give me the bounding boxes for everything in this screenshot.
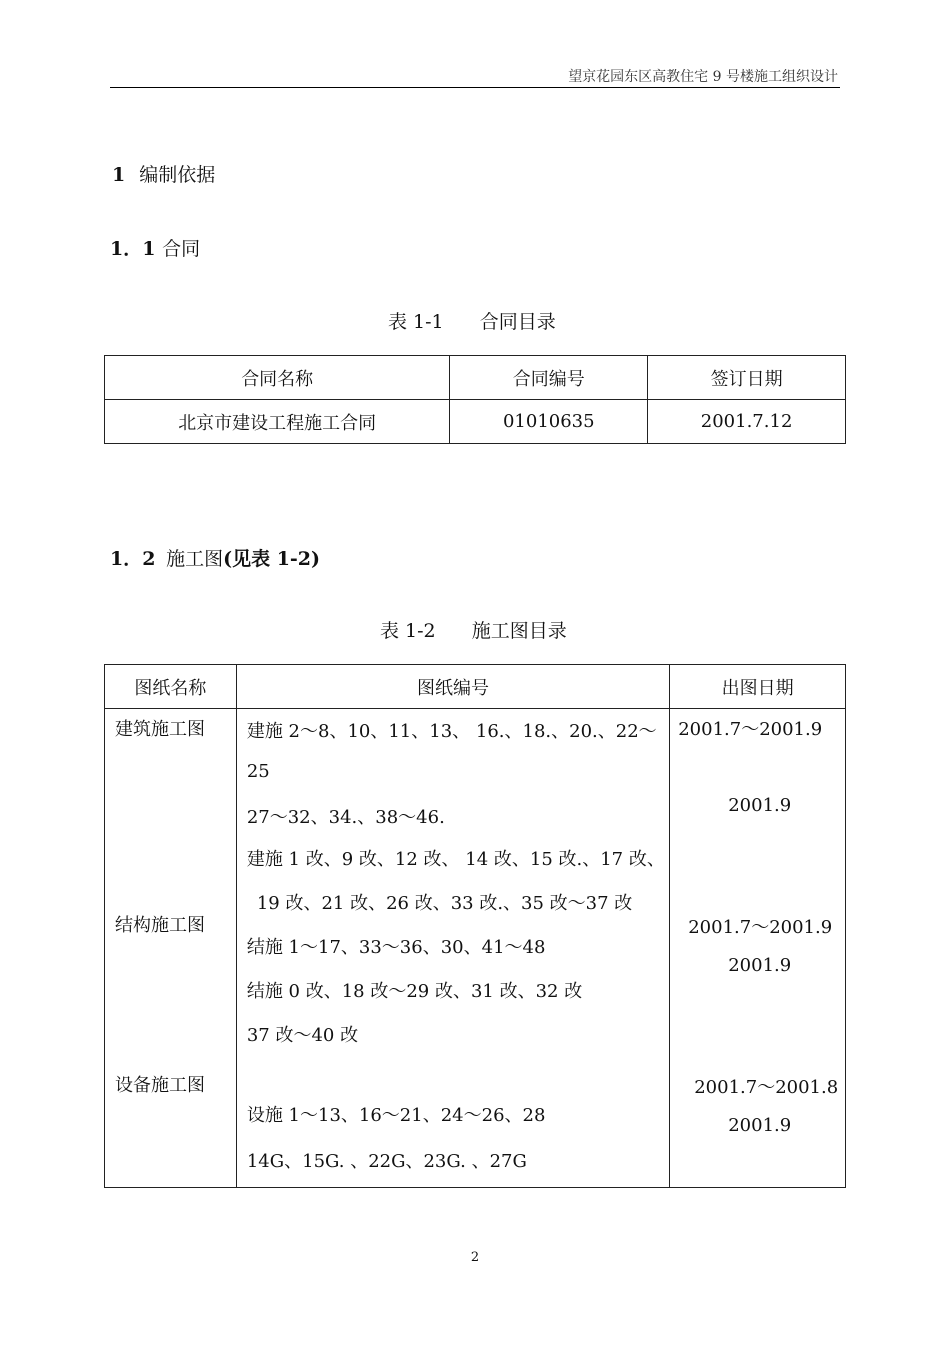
drawing-name-equipment: 设备施工图	[115, 1075, 205, 1096]
cell-issue-dates	[670, 709, 846, 1188]
cell-contract-name: 北京市建设工程施工合同	[105, 400, 450, 444]
section-1-2-suffix: (见表 1-2)	[223, 548, 321, 570]
table-row	[105, 400, 846, 444]
issue-date-line: 2001.9	[728, 795, 792, 816]
table-1-1-caption-number: 表 1-1	[388, 311, 444, 333]
drawing-number-line: 结施 0 改、18 改～29 改、31 改、32 改	[246, 981, 583, 1002]
drawing-table	[104, 664, 846, 1188]
page-number: 2	[470, 1250, 480, 1265]
table-header-row	[105, 356, 846, 400]
section-1-heading	[112, 160, 215, 187]
section-1-number: 1	[112, 164, 126, 186]
table-1-2-caption-title: 施工图目录	[471, 620, 567, 642]
header-cell-sign-date: 签订日期	[648, 356, 846, 400]
section-1-2-title: 施工图	[166, 548, 224, 570]
issue-date-line: 2001.9	[728, 955, 792, 976]
section-1-1-heading	[110, 234, 200, 261]
issue-date-line: 2001.7～2001.9	[678, 719, 823, 740]
section-1-title: 编制依据	[139, 164, 216, 186]
drawing-number-line: 建施 2～8、10、11、13、 16.、18.、20.、22～	[246, 721, 657, 742]
drawing-number-line: 25	[246, 761, 270, 782]
issue-date-line: 2001.9	[728, 1115, 792, 1136]
table-1-1-caption-title: 合同目录	[479, 311, 556, 333]
cell-contract-number: 01010635	[450, 400, 648, 444]
cell-drawing-names	[105, 709, 237, 1188]
drawing-number-line: 14G、15G. 、22G、23G. 、27G	[246, 1151, 527, 1172]
cell-sign-date: 2001.7.12	[648, 400, 846, 444]
table-header-row	[105, 665, 846, 709]
drawing-number-line: 设施 1～13、16～21、24～26、28	[246, 1105, 546, 1126]
contract-table	[104, 355, 846, 444]
drawing-name-architecture: 建筑施工图	[115, 719, 205, 740]
drawing-number-line: 建施 1 改、9 改、12 改、 14 改、15 改.、17 改、	[246, 849, 665, 870]
header-cell-contract-number: 合同编号	[450, 356, 648, 400]
issue-date-line: 2001.7～2001.9	[688, 917, 833, 938]
section-1-2-heading	[110, 544, 320, 571]
table-1-2-caption	[380, 616, 567, 643]
header-cell-contract-name: 合同名称	[105, 356, 450, 400]
header-cell-drawing-number: 图纸编号	[236, 665, 669, 709]
header-cell-issue-date: 出图日期	[670, 665, 846, 709]
header-cell-drawing-name: 图纸名称	[105, 665, 237, 709]
drawing-number-line: 27～32、34.、38～46.	[246, 807, 445, 828]
header-rule	[110, 87, 840, 88]
table-1-2-caption-number: 表 1-2	[380, 620, 436, 642]
cell-drawing-numbers	[236, 709, 669, 1188]
table-row	[105, 709, 846, 1188]
section-1-1-title: 合同	[162, 238, 201, 260]
drawing-name-structure: 结构施工图	[115, 915, 205, 936]
drawing-number-line: 19 改、21 改、26 改、33 改.、35 改～37 改	[256, 893, 633, 914]
section-1-1-number: 1．1	[110, 238, 156, 260]
issue-date-line: 2001.7～2001.8	[694, 1077, 839, 1098]
drawing-number-line: 37 改～40 改	[246, 1025, 359, 1046]
table-1-1-caption	[388, 307, 556, 334]
drawing-number-line: 结施 1～17、33～36、30、41～48	[246, 937, 546, 958]
running-header: 望京花园东区高教住宅 9 号楼施工组织设计	[568, 69, 838, 85]
section-1-2-number: 1．2	[110, 548, 156, 570]
